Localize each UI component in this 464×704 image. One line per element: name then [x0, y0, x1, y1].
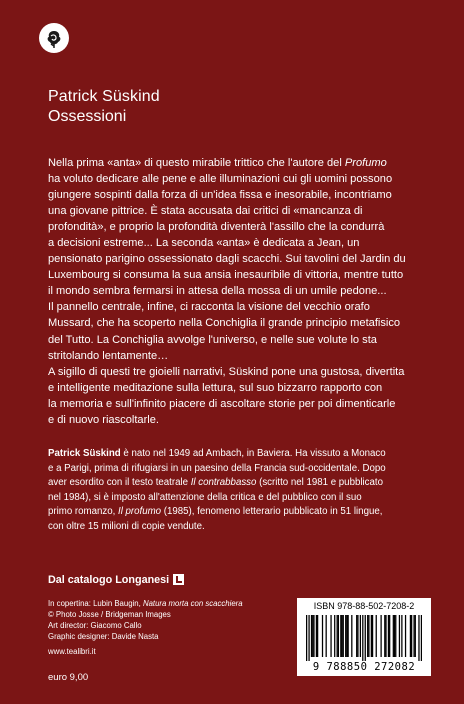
synopsis-line: a decisioni estreme... La seconda «anta» è dedicata a Jean, un: [48, 237, 360, 250]
barcode-bar: [389, 615, 390, 657]
synopsis-paragraph-1: [48, 155, 428, 364]
barcode-bar: [401, 615, 402, 657]
barcode: [306, 615, 422, 661]
barcode-bar: [421, 615, 422, 661]
italic-text: Il profumo: [118, 506, 162, 518]
italic-text: Profumo: [344, 157, 387, 169]
synopsis-line: una giovane pittrice. È stata accusata dai critici di «mancanza di: [48, 205, 363, 218]
barcode-bar: [356, 615, 357, 657]
credit-line: In copertina: Lubin Baugin, Natura morta con scacchiera: [48, 599, 243, 608]
italic-text: Il contrabbasso: [190, 477, 257, 489]
synopsis-line: la memoria e sull'infinito piacere di ascoltare storie per poi dimenticarle: [48, 397, 396, 410]
barcode-bar: [413, 615, 414, 657]
barcode-bar: [313, 615, 314, 657]
synopsis-line: Il pannello centrale, infine, ci racconta la visione del vecchio orafo: [48, 301, 370, 314]
barcode-bar: [343, 615, 344, 657]
barcode-bar: [340, 615, 341, 657]
barcode-bar: [384, 615, 385, 657]
barcode-bar: [311, 615, 312, 657]
synopsis-line: e di nuovo riascoltarle.: [48, 413, 159, 426]
author-biography: [48, 447, 428, 535]
barcode-bar: [388, 615, 389, 657]
barcode-bar: [362, 615, 363, 661]
rose-publisher-logo-icon: [39, 23, 69, 53]
synopsis-line: del Tutto. La Conchiglia avvolge l'universo, e nelle sue volute lo sta: [48, 333, 377, 346]
catalog-label: Dal catalogo Longanesi: [48, 574, 170, 586]
synopsis-line: Mussard, che ha scoperto nella Conchiglia il grande principio metafisico: [48, 317, 401, 330]
catalog-line: [48, 573, 184, 587]
italic-text: Natura morta con scacchiera: [142, 599, 243, 608]
barcode-bar: [385, 615, 386, 657]
barcode-bar: [367, 615, 368, 657]
barcode-bar: [411, 615, 412, 657]
credit-line: © Photo Josse / Bridgeman Images: [48, 609, 171, 619]
barcode-bar: [372, 615, 373, 657]
book-title: Ossessioni: [48, 108, 127, 125]
barcode-bar: [376, 615, 377, 657]
bio-line: e a Parigi, prima di rifugiarsi in un paesino della Francia sud-occidentale. Dopo: [48, 462, 386, 474]
bio-line: aver esordito con il testo teatrale Il contrabbasso (scritto nel 1981 e pubblicato: [48, 477, 383, 489]
synopsis: [48, 155, 428, 428]
bold-text: Patrick Süskind: [48, 448, 121, 459]
barcode-bar: [322, 615, 323, 657]
barcode-bar: [351, 615, 352, 657]
barcode-bar: [360, 615, 361, 657]
synopsis-line: A sigillo di questi tre gioielli narrativi, Süskind pone una gustosa, divertita: [48, 365, 405, 378]
bio-line: Patrick Süskind è nato nel 1949 ad Ambach, in Baviera. Ha vissuto a Monaco: [48, 448, 386, 459]
barcode-bar: [348, 615, 349, 657]
barcode-bar: [357, 615, 358, 657]
synopsis-line: pensionato parigino ossessionato dagli scacchi. Sui tavolini del Jardin du: [48, 253, 406, 266]
synopsis-line: stritolando lentamente…: [48, 349, 169, 362]
bio-line: nel 1984), si è imposto all'attenzione della critica e del pubblico con il suo: [48, 491, 362, 503]
synopsis-line: ha voluto dedicare alle pene e alle illuminazioni cui gli uomini possono: [48, 173, 393, 186]
barcode-bar: [316, 615, 317, 657]
barcode-bar: [337, 615, 338, 657]
website: www.tealibri.it: [48, 647, 96, 656]
barcode-digits: 9 788850 272082: [312, 661, 416, 673]
synopsis-line: Nella prima «anta» di questo mirabile trittico che l'autore del Profumo: [48, 157, 387, 169]
barcode-bar: [312, 615, 313, 657]
barcode-bar: [415, 615, 416, 657]
barcode-bar: [380, 615, 381, 657]
barcode-bar: [317, 615, 318, 657]
credit-line: Art director: Giacomo Callo: [48, 620, 142, 630]
synopsis-line: il mondo sembra fermarsi in attesa della mossa di un umile pedone...: [48, 285, 387, 298]
isbn-label: ISBN 978-88-502-7208-2: [313, 601, 415, 611]
cover-credits: [48, 599, 243, 643]
barcode-bar: [341, 615, 342, 657]
barcode-bar: [330, 615, 331, 657]
barcode-bar: [306, 615, 307, 661]
barcode-bar: [410, 615, 411, 657]
barcode-bar: [345, 615, 346, 657]
bio-line: con oltre 15 milioni di copie vendute.: [48, 520, 205, 532]
bio-line: primo romanzo, Il profumo (1985), fenomeno letterario pubblicato in 51 lingue,: [48, 506, 383, 518]
barcode-bar: [338, 615, 339, 657]
barcode-bar: [418, 615, 419, 661]
barcode-bar: [368, 615, 369, 657]
barcode-bar: [393, 615, 394, 657]
synopsis-line: Luxembourg si consuma la sua ansia inesauribile di vittoria, mentre tutto: [48, 269, 404, 282]
barcode-bar: [365, 615, 366, 661]
synopsis-paragraph-2: [48, 364, 428, 428]
barcode-bar: [394, 615, 395, 657]
barcode-box: [297, 598, 431, 676]
barcode-bar: [326, 615, 327, 657]
longanesi-logo-icon: [173, 574, 184, 585]
synopsis-line: giungere sospinti dalla forza di un'idea fissa e inesorabile, incontriamo: [48, 189, 392, 202]
barcode-bar: [399, 615, 400, 657]
barcode-bar: [346, 615, 347, 657]
price: euro 9,00: [48, 672, 89, 683]
barcode-bar: [405, 615, 406, 657]
book-author: Patrick Süskind: [48, 88, 160, 105]
barcode-bar: [308, 615, 309, 661]
synopsis-line: profondità», e proprio la profondità diventerà l'assillo che la condurrà: [48, 221, 385, 234]
credit-line: Graphic designer: Davide Nasta: [48, 631, 159, 641]
barcode-bar: [334, 615, 335, 657]
barcode-bar: [371, 615, 372, 657]
barcode-bar: [395, 615, 396, 657]
synopsis-line: e intelligente meditazione sulla lettura, sul suo bizzarro rapporto con: [48, 381, 383, 394]
